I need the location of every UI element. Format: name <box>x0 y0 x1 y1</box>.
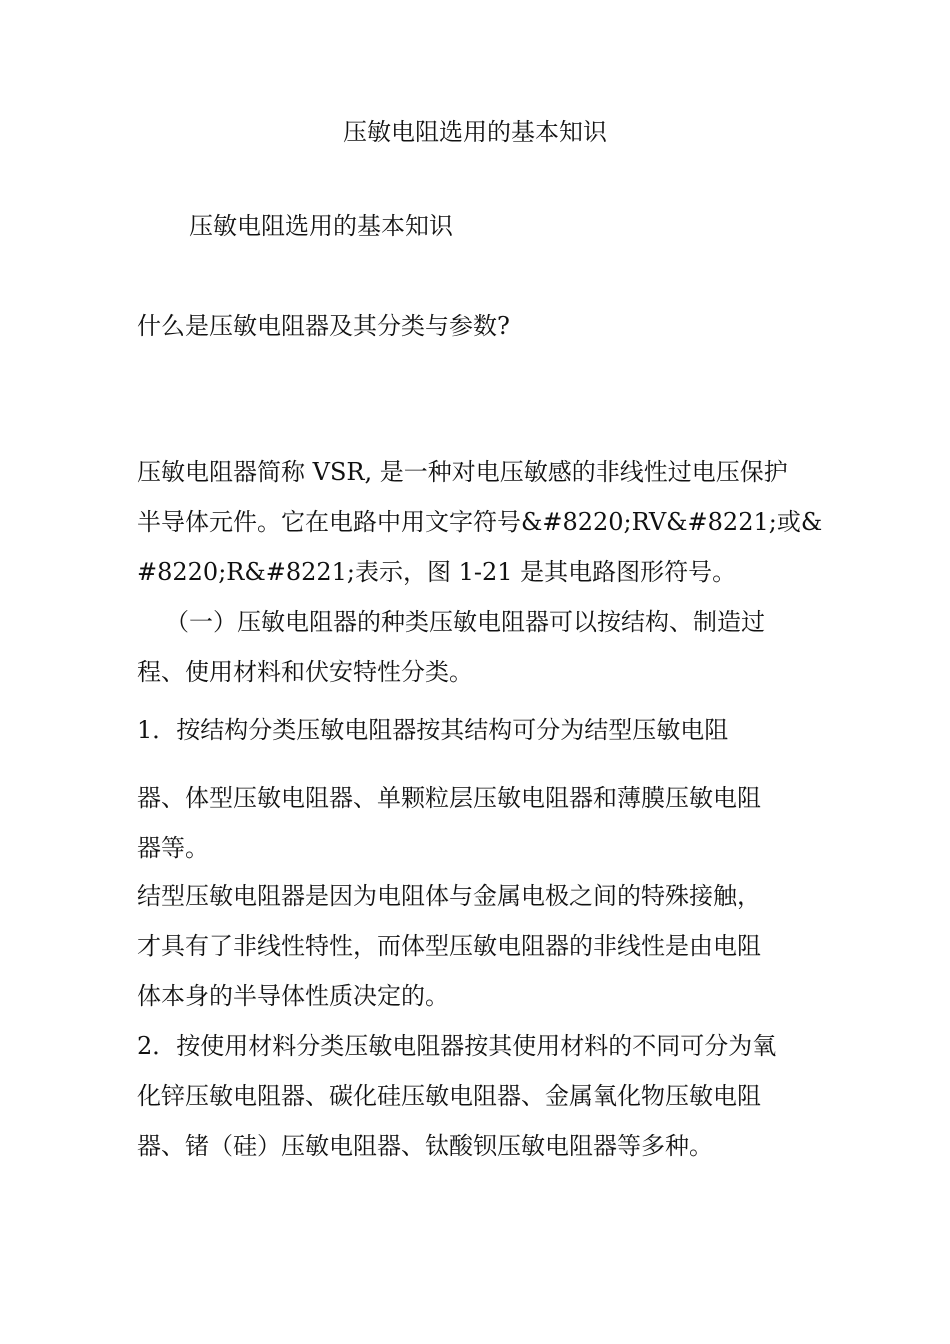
document-title: 压敏电阻选用的基本知识 <box>343 118 607 146</box>
item-two-line: 化锌压敏电阻器、碳化硅压敏电阻器、金属氧化物压敏电阻 <box>137 1082 761 1110</box>
item-one-head-line: 1．按结构分类压敏电阻器按其结构可分为结型压敏电阻 <box>137 716 729 744</box>
item-one-body-line: 器、体型压敏电阻器、单颗粒层压敏电阻器和薄膜压敏电阻 <box>137 784 761 812</box>
item-one-body-line: 器等。 <box>137 834 209 862</box>
section-one-line: 程、使用材料和伏安特性分类。 <box>137 658 473 686</box>
item-one-detail-line: 体本身的半导体性质决定的。 <box>137 982 449 1010</box>
item-one-heading <box>137 705 827 755</box>
section-question: 什么是压敏电阻器及其分类与参数? <box>137 312 510 340</box>
item-two-line: 2．按使用材料分类压敏电阻器按其使用材料的不同可分为氧 <box>137 1032 777 1060</box>
intro-paragraph <box>137 447 827 597</box>
section-one-paragraph <box>137 597 827 697</box>
intro-line: 压敏电阻器简称 VSR, 是一种对电压敏感的非线性过电压保护 <box>137 458 788 486</box>
item-one-detail <box>137 871 827 1021</box>
item-two-paragraph <box>137 1021 827 1171</box>
item-one-body <box>137 773 827 873</box>
intro-line: 半导体元件。它在电路中用文字符号&#8220;RV&#8221;或& <box>137 508 823 536</box>
item-one-detail-line: 才具有了非线性特性，而体型压敏电阻器的非线性是由电阻 <box>137 932 761 960</box>
document-subtitle: 压敏电阻选用的基本知识 <box>189 212 453 240</box>
item-two-line: 器、锗（硅）压敏电阻器、钛酸钡压敏电阻器等多种。 <box>137 1132 713 1160</box>
item-one-detail-line: 结型压敏电阻器是因为电阻体与金属电极之间的特殊接触， <box>137 882 761 910</box>
intro-line: #8220;R&#8221;表示，图 1-21 是其电路图形符号。 <box>137 558 737 586</box>
section-one-line: （一）压敏电阻器的种类压敏电阻器可以按结构、制造过 <box>165 608 765 636</box>
